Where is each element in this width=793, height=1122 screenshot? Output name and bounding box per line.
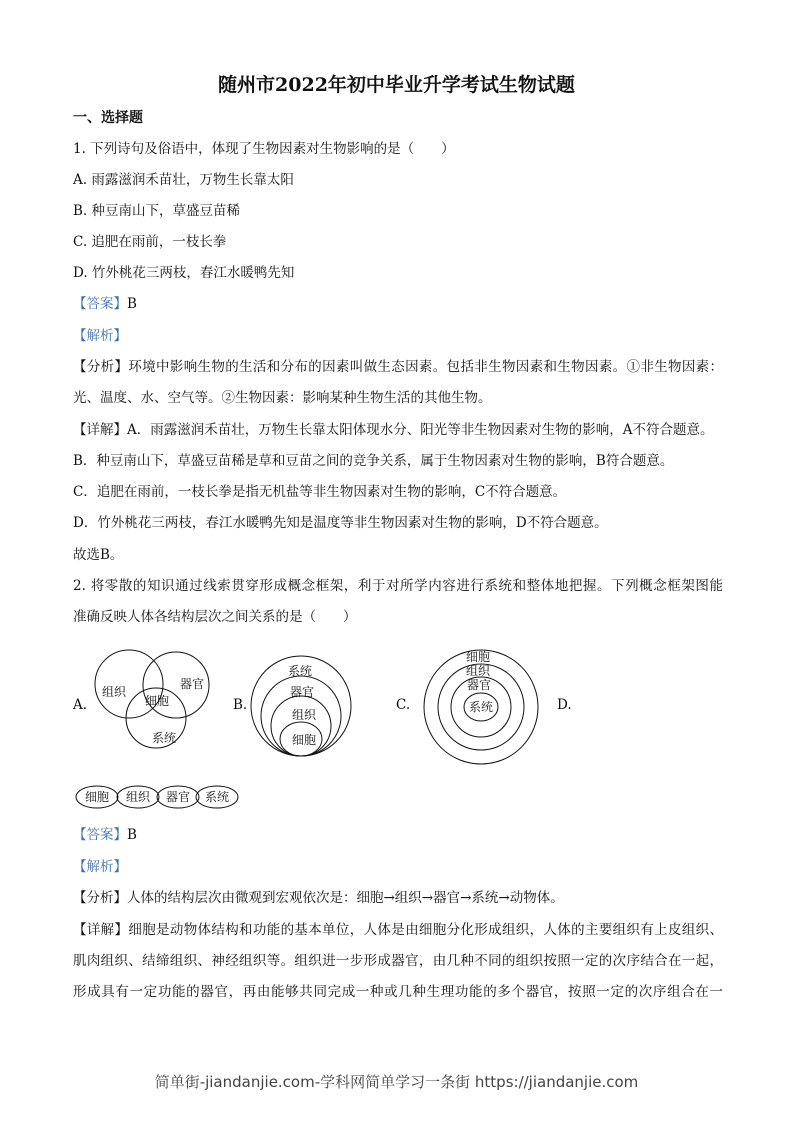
q1-option-d: D. 竹外桃花三两枝，春江水暖鸭先知 <box>73 265 295 281</box>
q2-fenxi <box>73 889 723 907</box>
label-tissue: 组织 <box>102 685 127 699</box>
q2-xiangjie <box>73 921 723 939</box>
diagram-a <box>95 650 209 748</box>
q2-analysis-tag: 【解析】 <box>73 859 127 875</box>
answer-value: B <box>127 827 137 843</box>
q2-stem: 2. 将零散的知识通过线索贯穿形成概念框架，利于对所学内容进行系统和整体地把握。下列概念框架图能 <box>73 578 723 594</box>
label-cell: 细胞 <box>292 733 317 747</box>
xiangjie-tag: 【详解】 <box>73 422 127 438</box>
label-system: 系统 <box>288 664 313 678</box>
label-system: 系统 <box>469 700 494 714</box>
label-tissue: 组织 <box>126 790 151 804</box>
label-system: 系统 <box>152 731 177 745</box>
q1-xiangjie <box>73 421 723 439</box>
diagram-c <box>424 650 538 764</box>
diagram-d <box>76 786 238 808</box>
q1-fenxi-cont: 光、温度、水、空气等。②生物因素：影响某种生物生活的其他生物。 <box>73 390 492 406</box>
q1-option-a: A. 雨露滋润禾苗壮，万物生长靠太阳 <box>73 172 294 188</box>
fenxi-text: 环境中影响生物的生活和分布的因素叫做生态因素。包括非生物因素和生物因素。①非生物因素： <box>128 359 724 375</box>
q1-analysis-tag: 【解析】 <box>73 328 127 344</box>
label-organ: 器官 <box>290 685 315 699</box>
q1-fenxi <box>73 358 723 376</box>
label-organ: 器官 <box>180 677 205 691</box>
label-cell: 细胞 <box>466 650 491 664</box>
label-cell: 细胞 <box>85 790 110 804</box>
page-title: 随州市2022年初中毕业升学考试生物试题 <box>218 74 575 96</box>
answer-tag: 【答案】 <box>73 827 127 843</box>
fenxi-text: 人体的结构层次由微观到宏观依次是：细胞→组织→器官→系统→动物体。 <box>127 890 564 906</box>
q1-conclusion: 故选B。 <box>73 547 124 563</box>
answer-tag: 【答案】 <box>73 296 127 312</box>
xiangjie-text: 细胞是动物体结构和功能的基本单位，人体是由细胞分化形成组织，人体的主要组织有上皮组织、 <box>128 922 724 938</box>
q2-xiangjie-3: 形成具有一定功能的器官，再由能够共同完成一种或几种生理功能的多个器官，按照一定的次序组合在一 <box>73 984 723 1000</box>
footer-watermark: 简单街-jiandanjie.com-学科网简单学习一条街 https://jiandanjie.com <box>154 1073 639 1091</box>
q2-option-a: A. <box>73 697 88 713</box>
q1-xiangjie-c: C．追肥在雨前，一枝长拳是指无机盐等非生物因素对生物的影响，C不符合题意。 <box>73 484 567 500</box>
label-organ: 器官 <box>166 790 191 804</box>
q1-xiangjie-b: B．种豆南山下，草盛豆苗稀是草和豆苗之间的竞争关系，属于生物因素对生物的影响，B符合题意。 <box>73 453 674 469</box>
xiangjie-tag: 【详解】 <box>73 922 129 938</box>
fenxi-tag: 【分析】 <box>73 890 127 906</box>
concept-diagrams <box>60 640 600 820</box>
q2-answer <box>73 826 723 844</box>
xiangjie-text: A．雨露滋润禾苗壮，万物生长靠太阳体现水分、阳光等非生物因素对生物的影响，A不符合题意。 <box>127 422 714 438</box>
fenxi-tag: 【分析】 <box>73 359 129 375</box>
q2-stem-cont: 准确反映人体各结构层次之间关系的是（ ） <box>73 609 357 625</box>
diagram-b <box>251 656 351 756</box>
label-organ: 器官 <box>467 678 492 692</box>
q1-answer <box>73 295 723 313</box>
label-cell: 细胞 <box>145 694 170 708</box>
label-system: 系统 <box>205 790 230 804</box>
q2-option-d: D. <box>557 697 572 713</box>
label-tissue: 组织 <box>292 708 317 722</box>
label-tissue: 组织 <box>466 664 491 678</box>
q1-option-b: B. 种豆南山下，草盛豆苗稀 <box>73 203 241 219</box>
q2-xiangjie-2: 肌肉组织、结缔组织、神经组织等。组织进一步形成器官，由几种不同的组织按照一定的次序结合在一起， <box>73 953 723 969</box>
q1-stem: 1. 下列诗句及俗语中，体现了生物因素对生物影响的是（ ） <box>73 141 455 157</box>
q1-option-c: C. 追肥在雨前，一枝长拳 <box>73 234 227 250</box>
answer-value: B <box>127 296 137 312</box>
section-heading: 一、选择题 <box>73 110 143 126</box>
q2-option-c: C. <box>396 697 411 713</box>
q2-option-b: B. <box>233 697 248 713</box>
q1-xiangjie-d: D．竹外桃花三两枝，春江水暖鸭先知是温度等非生物因素对生物的影响，D不符合题意。 <box>73 515 608 531</box>
